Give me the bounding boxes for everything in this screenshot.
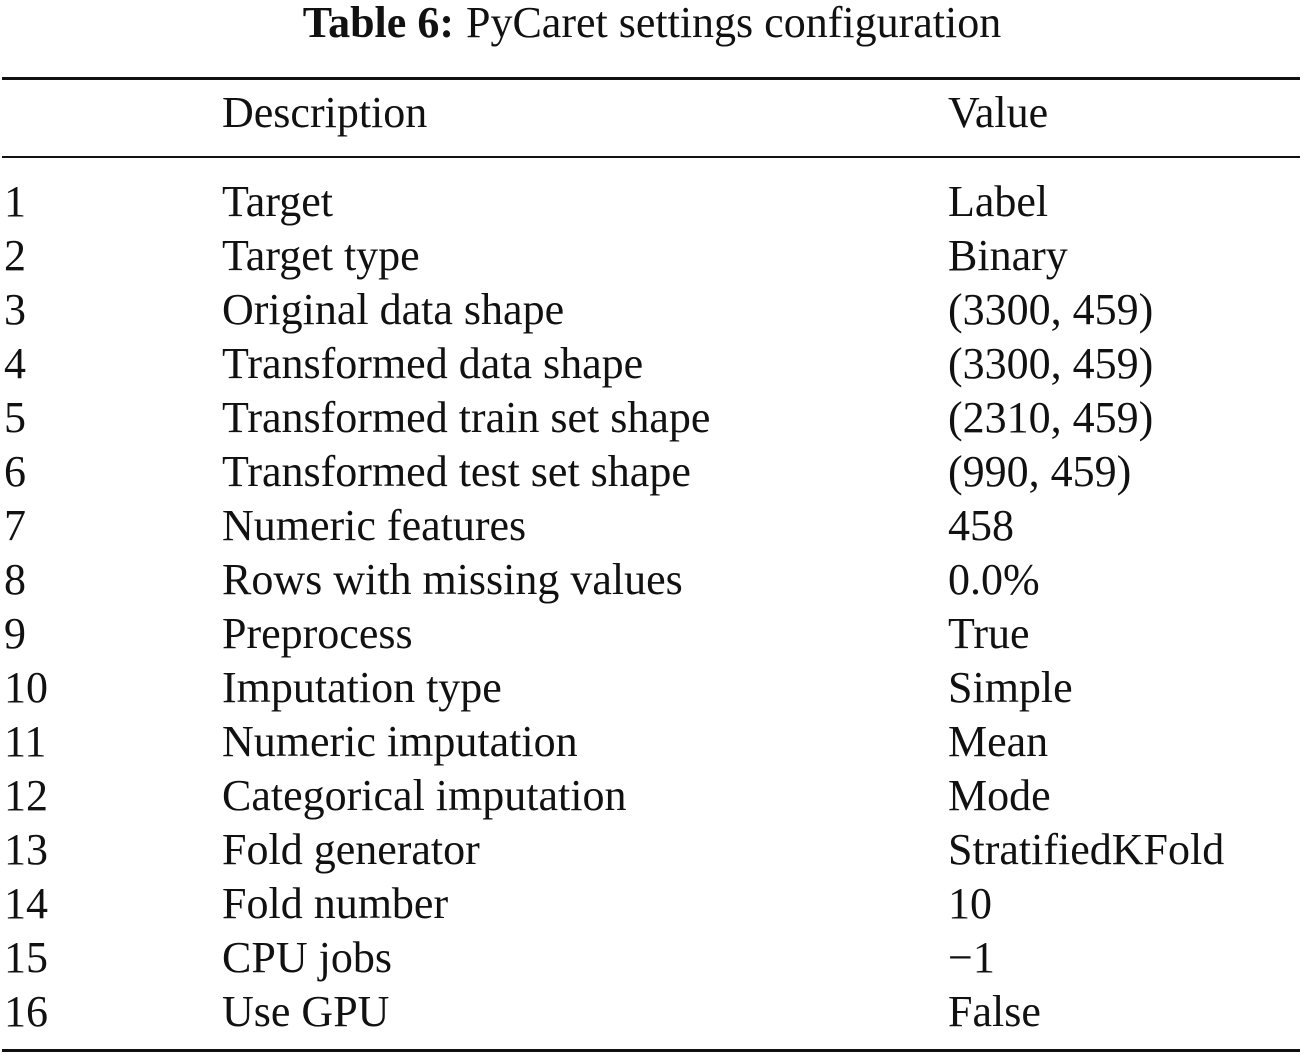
row-value: StratifiedKFold [948, 825, 1225, 874]
table-bottom-rule [2, 1049, 1300, 1052]
table-row [0, 877, 1304, 931]
row-value: 0.0% [948, 555, 1040, 604]
row-value: Mean [948, 717, 1049, 766]
row-index: 12 [4, 771, 48, 820]
row-description: Use GPU [222, 987, 390, 1036]
table-top-rule [2, 77, 1300, 80]
row-index: 5 [4, 393, 26, 442]
row-value: (3300, 459) [948, 339, 1154, 388]
row-description: Categorical imputation [222, 771, 627, 820]
row-value: Simple [948, 663, 1073, 712]
header-value: Value [948, 88, 1049, 137]
table-row [0, 175, 1304, 229]
row-value: (3300, 459) [948, 285, 1154, 334]
table-row [0, 823, 1304, 877]
row-description: Transformed train set shape [222, 393, 711, 442]
table-caption [0, 0, 1304, 46]
row-index: 11 [4, 717, 47, 766]
row-description: Imputation type [222, 663, 502, 712]
row-index: 14 [4, 879, 48, 928]
table-row [0, 661, 1304, 715]
row-description: Preprocess [222, 609, 413, 658]
row-index: 7 [4, 501, 26, 550]
row-index: 9 [4, 609, 26, 658]
row-description: Fold generator [222, 825, 480, 874]
row-description: Rows with missing values [222, 555, 683, 604]
row-value: Mode [948, 771, 1051, 820]
row-description: CPU jobs [222, 933, 392, 982]
row-value: (990, 459) [948, 447, 1132, 496]
row-value: False [948, 987, 1041, 1036]
row-value: −1 [948, 933, 995, 982]
table-row [0, 229, 1304, 283]
row-index: 4 [4, 339, 26, 388]
table-row [0, 283, 1304, 337]
row-description: Numeric features [222, 501, 527, 550]
row-description: Original data shape [222, 285, 565, 334]
row-index: 2 [4, 231, 26, 280]
table-row [0, 337, 1304, 391]
row-index: 13 [4, 825, 48, 874]
table-row [0, 499, 1304, 553]
table-header-row [0, 87, 1304, 139]
row-value: 10 [948, 879, 992, 928]
table-row [0, 391, 1304, 445]
table-row [0, 931, 1304, 985]
table-body [0, 175, 1304, 1039]
row-description: Target [222, 177, 333, 226]
header-description: Description [222, 88, 428, 137]
row-index: 15 [4, 933, 48, 982]
row-description: Numeric imputation [222, 717, 578, 766]
row-index: 16 [4, 987, 48, 1036]
row-index: 10 [4, 663, 48, 712]
table-row [0, 445, 1304, 499]
row-index: 8 [4, 555, 26, 604]
row-index: 1 [4, 177, 26, 226]
table-row [0, 715, 1304, 769]
table-row [0, 985, 1304, 1039]
table-header-rule [2, 156, 1300, 158]
table-row [0, 553, 1304, 607]
row-description: Transformed data shape [222, 339, 644, 388]
table-row [0, 607, 1304, 661]
row-index: 6 [4, 447, 26, 496]
table-row [0, 769, 1304, 823]
row-description: Transformed test set shape [222, 447, 691, 496]
row-description: Target type [222, 231, 420, 280]
table-caption-label: Table 6: [302, 0, 454, 47]
row-value: Label [948, 177, 1049, 226]
row-index: 3 [4, 285, 26, 334]
row-value: (2310, 459) [948, 393, 1154, 442]
row-value: 458 [948, 501, 1014, 550]
row-value: Binary [948, 231, 1068, 280]
row-value: True [948, 609, 1030, 658]
row-description: Fold number [222, 879, 449, 928]
table-caption-text: PyCaret settings configuration [465, 0, 1002, 47]
